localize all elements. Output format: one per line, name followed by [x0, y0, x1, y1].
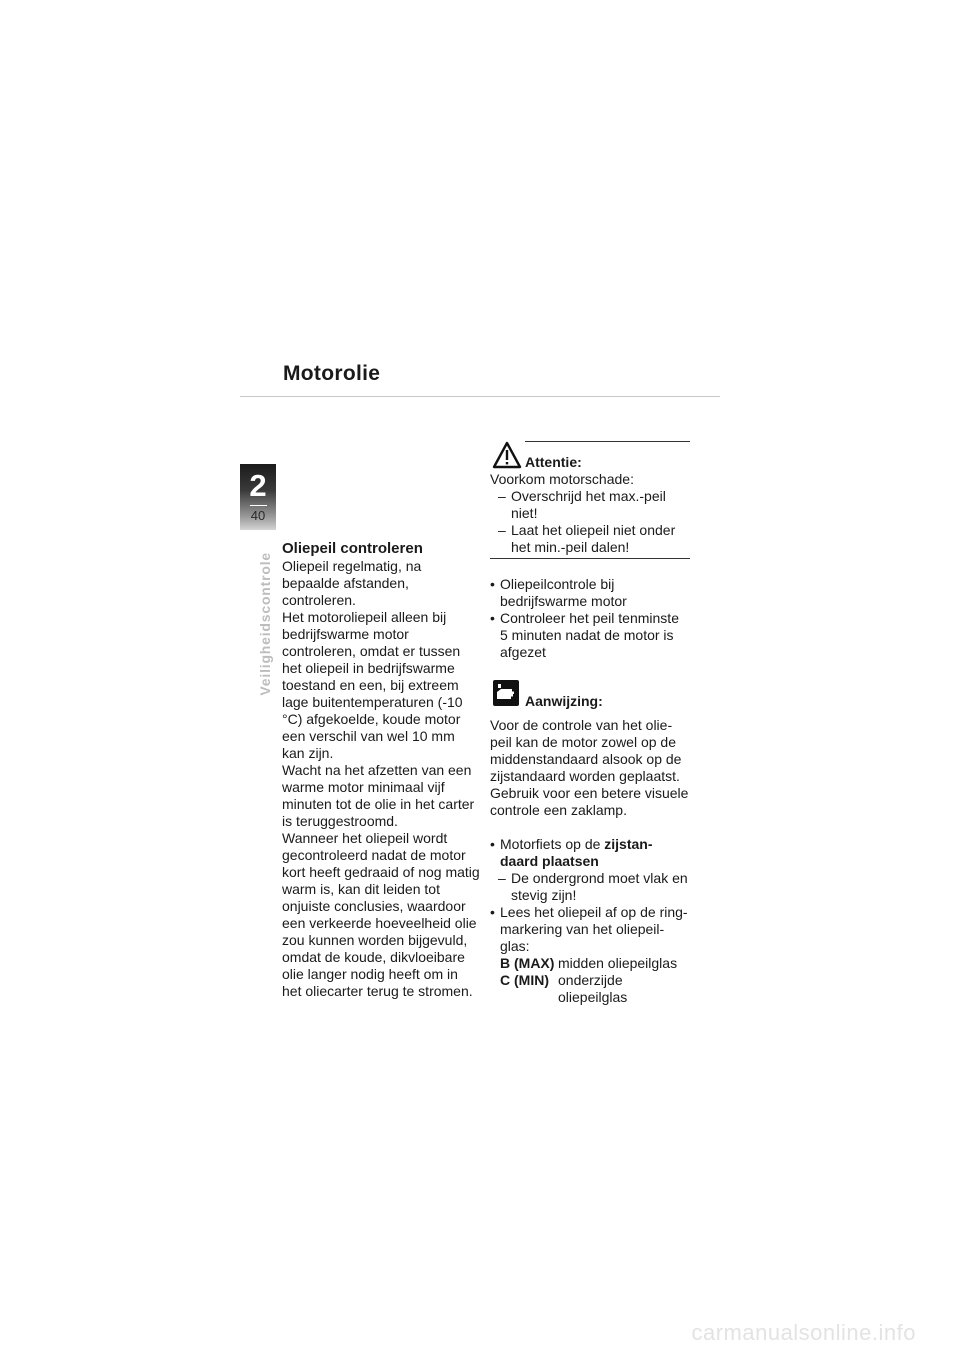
list-item-text: Motorfiets op de: [500, 836, 605, 852]
list-item-text: Controleer het peil tenminste 5 minuten nadat de motor is afgezet: [500, 610, 679, 660]
page-number: 40: [250, 508, 266, 523]
sub-list-item: [490, 870, 690, 904]
list-item: [490, 576, 690, 610]
sub-list-item-text: De ondergrond moet vlak en stevig zijn!: [511, 870, 688, 903]
list-item: [490, 610, 690, 661]
right-column: [490, 432, 690, 1006]
chapter-number: 2: [249, 468, 267, 503]
list-item: [490, 904, 690, 955]
page-title: Motorolie: [283, 362, 381, 385]
bullet-marker: •: [490, 836, 495, 852]
attention-heading: Attentie:: [525, 454, 582, 470]
dash-marker: –: [498, 522, 506, 538]
left-column: [282, 538, 480, 1000]
note-heading: Aanwijzing:: [525, 693, 603, 709]
note-text: Voor de controle van het olie-peil kan de motor zowel op de middenstandaard alsook op de zijstandaard worden geplaatst. Gebruik voor een betere visuele controle een zaklamp.: [490, 717, 689, 818]
bullet-marker: •: [490, 610, 495, 626]
level-legend: [500, 955, 690, 1006]
legend-key: C (MIN): [500, 972, 549, 988]
legend-row: [500, 972, 690, 1006]
chapter-divider: [250, 505, 267, 506]
paragraph: Het motoroliepeil alleen bij bedrijfswarme motor controleren, omdat er tussen het oliepeil in bedrijfswarme toestand en een, bij extreem lage buitentemperaturen (-10 °C) afgekoelde, koude motor een verschil van wel 10 mm kan zijn.: [282, 609, 463, 761]
list-item: [490, 836, 690, 870]
dash-marker: –: [498, 870, 506, 886]
watermark: carmanualsonline.info: [691, 1320, 916, 1345]
attention-item: [490, 488, 690, 522]
legend-value: onderzijde oliepeilglas: [558, 972, 628, 1005]
attention-item: [490, 522, 690, 556]
list-item-text: Lees het oliepeil af op de ring-markering van het oliepeil-glas:: [500, 904, 688, 954]
attention-top-rule: [525, 441, 690, 442]
attention-bottom-rule: [490, 558, 690, 559]
list-item-bold: zijstan-daard plaatsen: [500, 836, 653, 869]
paragraph: Wacht na het afzetten van een warme motor minimaal vijf minuten tot de olie in het carter is teruggestroomd.: [282, 762, 475, 829]
paragraph: Wanneer het oliepeil wordt gecontroleerd nadat de motor kort heeft gedraaid of nog matig warm is, kan dit leiden tot onjuiste conclusies, waardoor een verkeerde hoeveelheid olie zou kunnen worden bijgevuld, omdat de koude, dikvloeibare olie langer nodig heeft om in het oliecarter terug te stromen.: [282, 830, 480, 999]
bullet-marker: •: [490, 904, 495, 920]
legend-row: [500, 955, 690, 972]
paragraph: Oliepeil regelmatig, na bepaalde afstanden, controleren.: [282, 558, 422, 608]
section-heading: Oliepeil controleren: [282, 540, 423, 557]
attention-intro: Voorkom motorschade:: [490, 471, 634, 487]
chapter-side-label: Veiligheidscontrole: [257, 552, 273, 696]
warning-triangle-icon: [492, 441, 522, 469]
attention-item-text: Overschrijd het max.-peil niet!: [511, 488, 666, 521]
note-header: [490, 679, 690, 717]
list-item-text: Oliepeilcontrole bij bedrijfswarme motor: [500, 576, 627, 609]
legend-key: B (MAX): [500, 955, 555, 971]
note-hand-icon: [492, 679, 520, 707]
dash-marker: –: [498, 488, 506, 504]
legend-value: midden oliepeilglas: [558, 955, 678, 971]
attention-box: [490, 441, 690, 559]
attention-item-text: Laat het oliepeil niet onder het min.-peil dalen!: [511, 522, 676, 555]
bullet-marker: •: [490, 576, 495, 592]
title-rule: [240, 396, 720, 397]
